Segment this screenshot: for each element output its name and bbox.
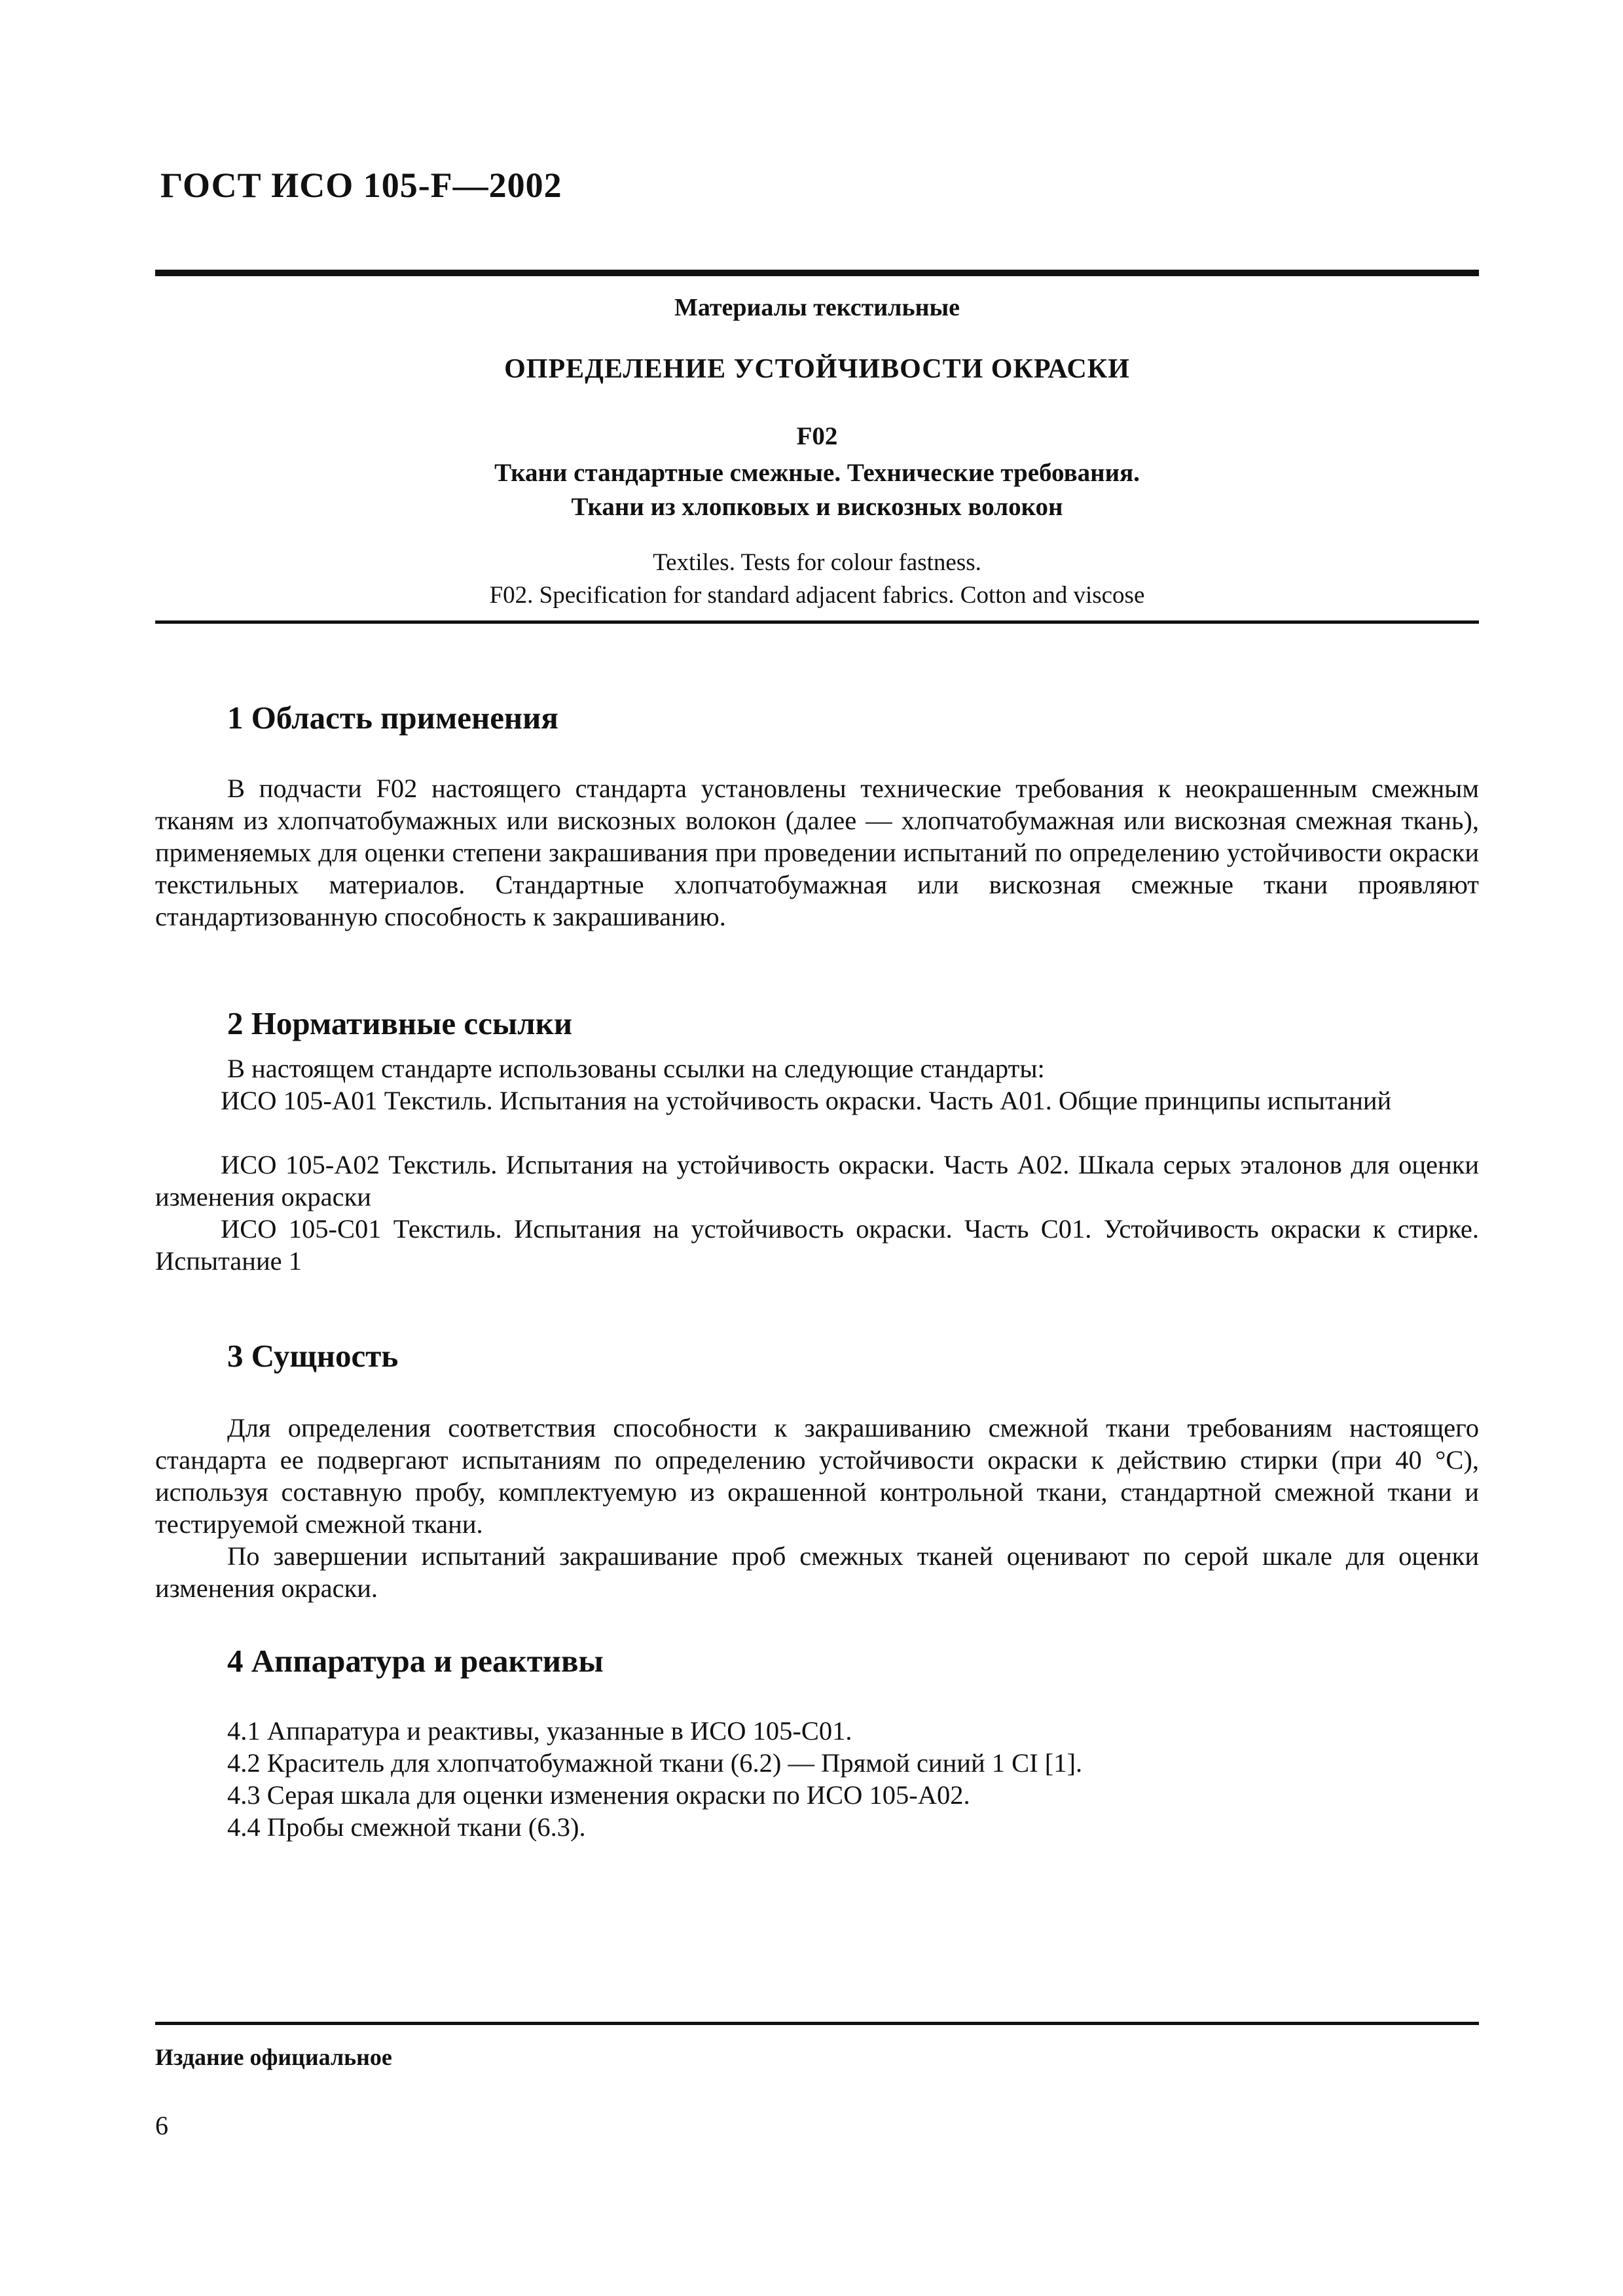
- footer-rule: [155, 2022, 1479, 2025]
- part-code: F02: [796, 422, 838, 450]
- scope-paragraph: В подчасти F02 настоящего стандарта установлены технические требования к неокрашенным смежным тканям из хлопчатобумажных или вискозных волокон (далее — хлопчатобумажная или вискозная смежная ткань), применяемых для оценки степени закрашивания при проведении испытаний по определению устойчивости окраски текстильных материалов. Стандартные хлопчатобумажная или вискозная смежные ткани проявляют стандартизованную способность к закрашиванию.: [155, 774, 1479, 931]
- apparatus-item: 4.3 Серая шкала для оценки изменения окраски по ИСО 105-А02.: [227, 1780, 970, 1810]
- section-heading-references: 2 Нормативные ссылки: [227, 1005, 573, 1041]
- section-heading-apparatus: 4 Аппаратура и реактивы: [227, 1643, 604, 1679]
- reference-item: ИСО 105-А01 Текстиль. Испытания на устойчивость окраски. Часть А01. Общие принципы испытаний: [221, 1086, 1392, 1115]
- english-title-line-2: F02. Specification for standard adjacent fabrics. Cotton and viscose: [489, 582, 1145, 609]
- section-heading-scope: 1 Область применения: [227, 700, 558, 736]
- title-bottom-rule: [155, 620, 1479, 624]
- subtitle-line-1: Ткани стандартные смежные. Технические требования.: [494, 459, 1140, 487]
- apparatus-item: 4.4 Пробы смежной ткани (6.3).: [227, 1812, 586, 1842]
- essence-paragraph-2: По завершении испытаний закрашивание проб смежных тканей оценивают по серой шкале для оценки изменения окраски.: [155, 1541, 1479, 1603]
- reference-item: ИСО 105-А02 Текстиль. Испытания на устойчивость окраски. Часть А02. Шкала серых эталонов для оценки изменения окраски: [155, 1150, 1479, 1211]
- top-rule: [155, 270, 1479, 276]
- apparatus-item: 4.2 Краситель для хлопчатобумажной ткани (6.2) — Прямой синий 1 CI [1].: [227, 1748, 1083, 1778]
- subtitle-line-2: Ткани из хлопковых и вискозных волокон: [571, 493, 1063, 521]
- english-title-line-1: Textiles. Tests for colour fastness.: [653, 549, 981, 576]
- main-title: ОПРЕДЕЛЕНИЕ УСТОЙЧИВОСТИ ОКРАСКИ: [504, 354, 1130, 384]
- apparatus-item: 4.1 Аппаратура и реактивы, указанные в ИСО 105-С01.: [227, 1716, 852, 1746]
- page-number: 6: [155, 2111, 168, 2140]
- document-code: ГОСТ ИСО 105-F—2002: [160, 166, 562, 205]
- references-intro: В настоящем стандарте использованы ссылки на следующие стандарты:: [227, 1054, 1045, 1083]
- essence-paragraph-1: Для определения соответствия способности к закрашиванию смежной ткани требованиям настоящего стандарта ее подвергают испытаниям по определению устойчивости окраски к действию стирки (при 40 °С), используя составную пробу, комплектуемую из окрашенной контрольной ткани, стандартной смежной ткани и тестируемой смежной ткани.: [155, 1413, 1479, 1539]
- section-heading-essence: 3 Сущность: [227, 1338, 399, 1374]
- edition-label: Издание официальное: [155, 2044, 392, 2070]
- reference-item: ИСО 105-С01 Текстиль. Испытания на устойчивость окраски. Часть С01. Устойчивость окраски к стирке. Испытание 1: [155, 1214, 1479, 1276]
- materials-title: Материалы текстильные: [674, 294, 960, 321]
